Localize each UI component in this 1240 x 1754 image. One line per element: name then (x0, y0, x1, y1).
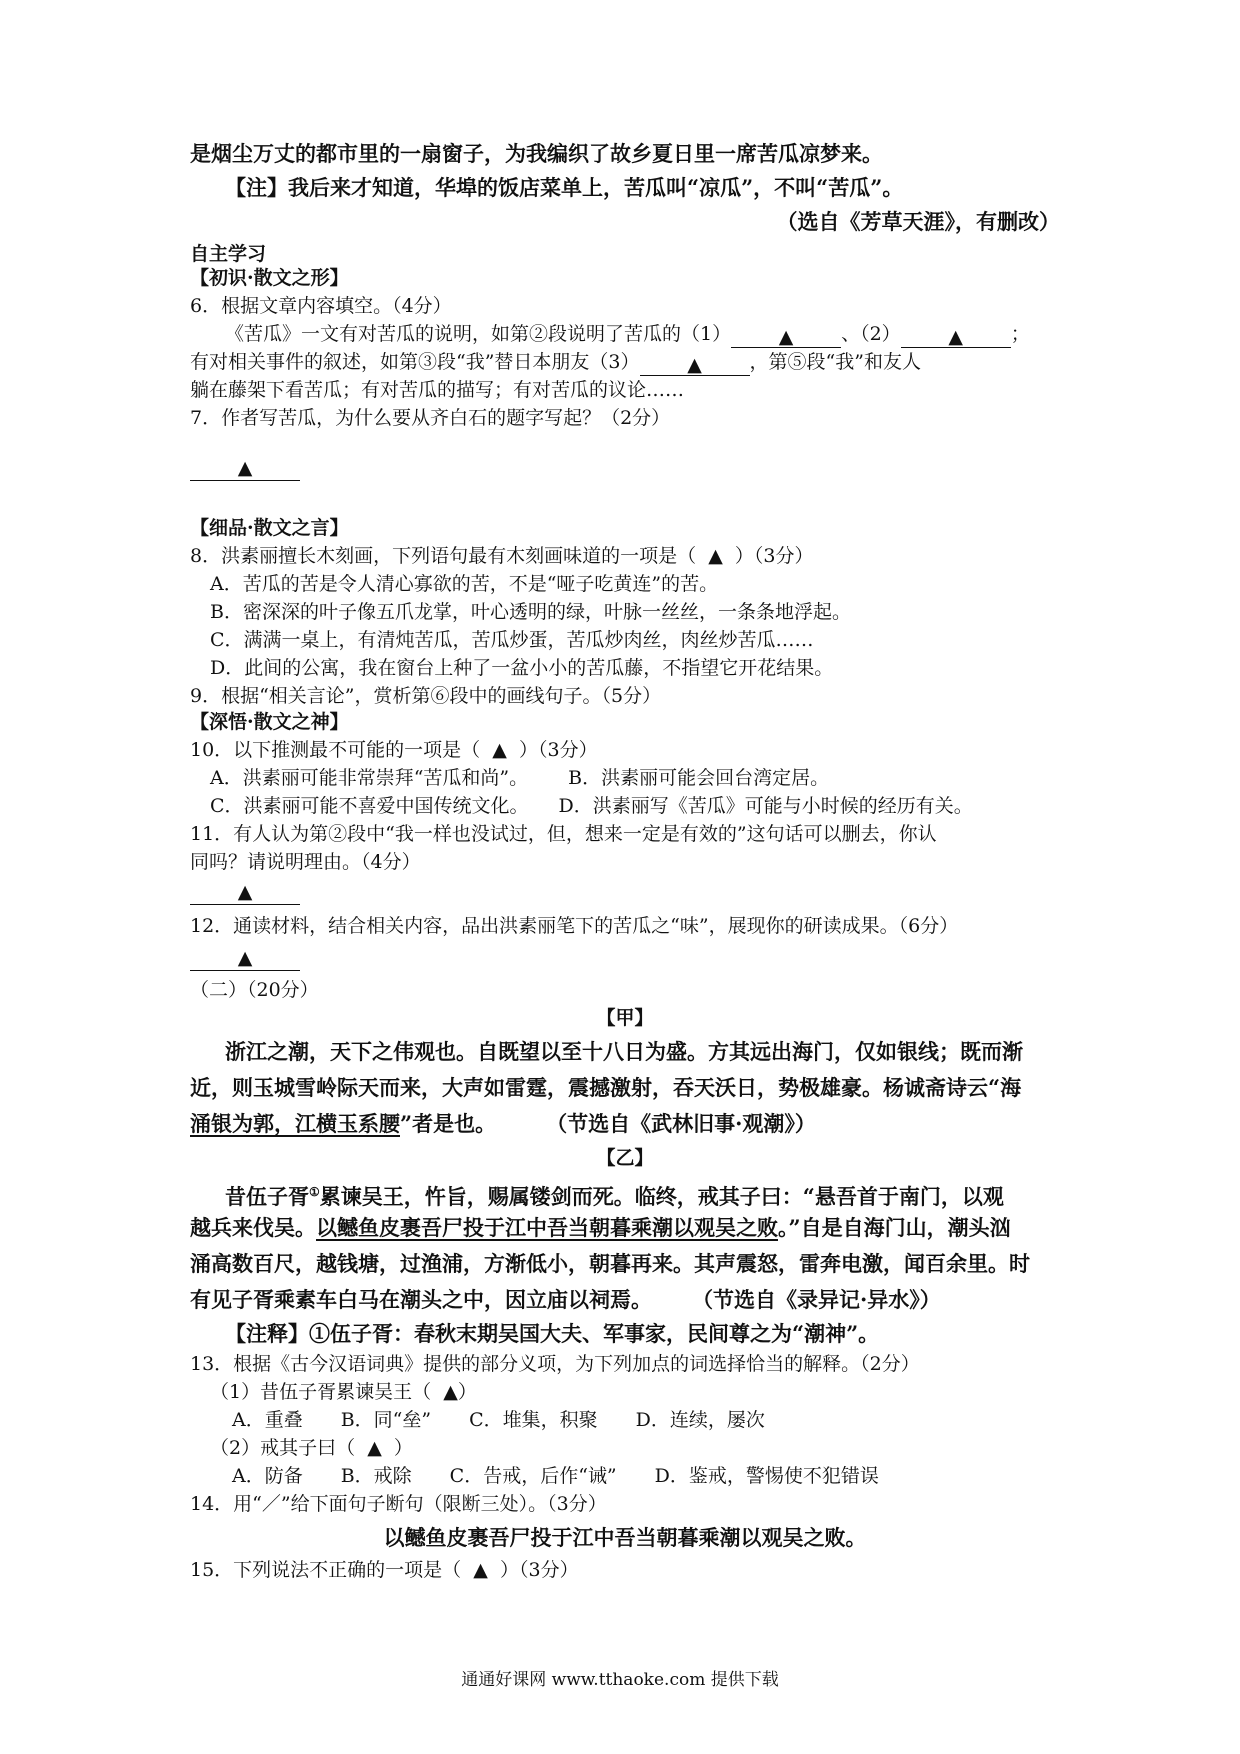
jia-line3 (190, 1108, 1060, 1140)
q15 (190, 1556, 1060, 1584)
triangle-mark: ▲ (237, 881, 253, 903)
jia-line1: 浙江之潮，天下之伟观也。自既望以至十八日为盛。方其远出海门，仅如银线；既而渐 (225, 1039, 1023, 1064)
yi-line1-b: 累谏吴王，忤旨，赐属镂剑而死。临终，戒其子曰：“悬吾首于南门，以观 (319, 1184, 1004, 1209)
answer-blank-1[interactable] (731, 323, 841, 348)
q10-stem-a: 10．以下推测最不可能的一项是（ (190, 739, 481, 761)
triangle-mark: ▲ (687, 354, 702, 376)
q10-stem-b: ）（3分） (519, 739, 598, 761)
q9: 9．根据“相关言论”，赏析第⑥段中的画线句子。（5分） (190, 685, 662, 707)
q14-sentence: 以鳡鱼皮裹吾尸投于江中吾当朝暮乘潮以观吴之败。 (383, 1525, 867, 1550)
q6-line2 (190, 348, 1060, 376)
q10-options-row1 (210, 764, 1080, 792)
q6-line2-a: 有对相关事件的叙述，如第③段“我”替日本朋友（3） (190, 351, 640, 373)
q8-stem-a: 8．洪素丽擅长木刻画，下列语句最有木刻画味道的一项是（ (190, 545, 697, 567)
answer-blank-2[interactable] (901, 323, 1011, 348)
triangle-mark: ▲ (708, 545, 723, 567)
note-line: 【注】我后来才知道，华埠的饭店菜单上，苦瓜叫“凉瓜”，不叫“苦瓜”。 (225, 175, 904, 200)
q8-option-a: A．苦瓜的苦是令人清心寡欲的苦，不是“哑子吃黄连”的苦。 (210, 573, 719, 595)
triangle-mark: ▲ (237, 947, 253, 969)
q8-option-b: B．密深深的叶子像五爪龙掌，叶心透明的绿，叶脉一丝丝，一条条地浮起。 (210, 601, 851, 623)
answer-blank-3[interactable] (640, 351, 750, 376)
yi-line1 (225, 1176, 1095, 1213)
yi-line2-a: 越兵来伐吴。 (190, 1215, 316, 1240)
yi-source: （节选自《录异记·异水》） (692, 1287, 941, 1312)
q8-stem-b: ）（3分） (734, 545, 814, 567)
q14: 14．用“／”给下面句子断句（限断三处）。（3分） (190, 1493, 607, 1515)
q10-options-row2 (210, 792, 1080, 820)
q11-answer-blank[interactable] (190, 880, 300, 905)
q6-line3: 躺在藤架下看苦瓜；有对苦瓜的描写；有对苦瓜的议论…… (190, 379, 685, 401)
jia-line2: 近，则玉城雪岭际天而来，大声如雷霆，震撼激射，吞天沃日，势极雄豪。杨诚斋诗云“海 (190, 1075, 1022, 1100)
sub2-title: 【细品·散文之言】 (190, 517, 349, 539)
q10-option-c: C．洪素丽可能不喜爱中国传统文化。 (210, 795, 529, 817)
q8-option-d: D．此间的公寓，我在窗台上种了一盆小小的苦瓜藤，不指望它开花结果。 (210, 657, 834, 679)
page-footer: 通通好课网 www.tthaoke.com 提供下载 (461, 1670, 779, 1690)
q13-2-b: ） (393, 1437, 413, 1459)
q13-2-options: A．防备 B．戒除 C．告戒，后作“诫” D．鉴戒，警惕使不犯错误 (232, 1465, 879, 1487)
q13-1-b: ） (457, 1381, 477, 1403)
jia-title: 【甲】 (596, 1007, 654, 1029)
q13-1-a: （1）昔伍子胥累谏吴王（ (210, 1381, 432, 1403)
q11-line1: 11．有人认为第②段中“我一样也没试过，但，想来一定是有效的”这句话可以删去，你认 (190, 823, 937, 845)
jia-source: （节选自《武林旧事·观潮》） (546, 1111, 816, 1136)
yi-line2 (190, 1212, 1060, 1244)
yi-line2-b: 。”自是自海门山，潮头汹 (778, 1215, 1011, 1240)
q7: 7．作者写苦瓜，为什么要从齐白石的题字写起？（2分） (190, 407, 671, 429)
q6-stem: 6．根据文章内容填空。（4分） (190, 295, 452, 317)
part2-title: （二）（20分） (190, 979, 319, 1001)
yi-underlined: 以鳡鱼皮裹吾尸投于江中吾当朝暮乘潮以观吴之败 (316, 1215, 778, 1240)
jia-line3-rest: ”者是也。 (400, 1111, 497, 1136)
q10-option-a: A．洪素丽可能非常崇拜“苦瓜和尚”。 (210, 767, 529, 789)
q7-answer-blank[interactable] (190, 456, 300, 481)
yi-line4 (190, 1284, 1060, 1316)
triangle-mark: ▲ (237, 457, 253, 479)
q6-line1-b: 、（2） (841, 323, 901, 345)
triangle-mark: ▲ (367, 1437, 382, 1459)
yi-line4-text: 有见子胥乘素车白马在潮头之中，因立庙以祠焉。 (190, 1287, 652, 1312)
triangle-mark: ▲ (492, 739, 507, 761)
q6-line1-c: ； (1010, 323, 1030, 345)
q6-line2-b: ，第⑤段“我”和友人 (749, 351, 921, 373)
sub1-title: 【初识·散文之形】 (190, 267, 349, 289)
q10-stem (190, 736, 1060, 764)
q8-stem (190, 542, 1060, 570)
q15-a: 15．下列说法不正确的一项是（ (190, 1559, 462, 1581)
triangle-mark: ▲ (778, 326, 794, 348)
q15-b: ）（3分） (500, 1559, 579, 1581)
q8-option-c: C．满满一桌上，有清炖苦瓜，苦瓜炒蛋，苦瓜炒肉丝，肉丝炒苦瓜…… (210, 629, 814, 651)
q10-option-b: B．洪素丽可能会回台湾定居。 (568, 767, 830, 789)
q12-answer-blank[interactable] (190, 946, 300, 971)
jia-underlined: 涌银为郭，江横玉系腰 (190, 1111, 400, 1136)
yi-line3: 涌高数百尺，越钱塘，过渔浦，方渐低小，朝暮再来。其声震怒，雷奔电激，闻百余里。时 (190, 1251, 1030, 1276)
q13-2 (210, 1434, 1080, 1462)
q6-line1-a: 《苦瓜》一文有对苦瓜的说明，如第②段说明了苦瓜的（1） (225, 323, 732, 345)
sub3-title: 【深悟·散文之神】 (190, 711, 349, 733)
annotation: 【注释】①伍子胥：春秋末期吴国大夫、军事家，民间尊之为“潮神”。 (225, 1321, 880, 1346)
passage-end: 是烟尘万丈的都市里的一扇窗子，为我编织了故乡夏日里一席苦瓜凉梦来。 (190, 141, 883, 166)
section-self-study: 自主学习 (190, 243, 267, 265)
footnote-mark: ① (309, 1185, 320, 1199)
source-line: （选自《芳草天涯》，有删改） (776, 209, 1060, 234)
q10-option-d: D．洪素丽写《苦瓜》可能与小时候的经历有关。 (558, 795, 973, 817)
triangle-mark: ▲ (443, 1381, 458, 1403)
triangle-mark: ▲ (473, 1559, 488, 1581)
triangle-mark: ▲ (948, 326, 963, 348)
q13: 13．根据《古今汉语词典》提供的部分义项，为下列加点的词选择恰当的解释。（2分） (190, 1353, 920, 1375)
q13-1-options: A．重叠 B．同“垒” C．堆集，积聚 D．连续，屡次 (232, 1409, 765, 1431)
q13-2-a: （2）戒其子曰（ (210, 1437, 356, 1459)
q13-1 (210, 1378, 1080, 1406)
yi-title: 【乙】 (596, 1147, 654, 1169)
q6-line1 (225, 320, 1095, 348)
yi-line1-a: 昔伍子胥 (225, 1184, 309, 1209)
q11-line2: 同吗？请说明理由。（4分） (190, 851, 421, 873)
q12: 12．通读材料，结合相关内容，品出洪素丽笔下的苦瓜之“味”，展现你的研读成果。（6分） (190, 915, 959, 937)
